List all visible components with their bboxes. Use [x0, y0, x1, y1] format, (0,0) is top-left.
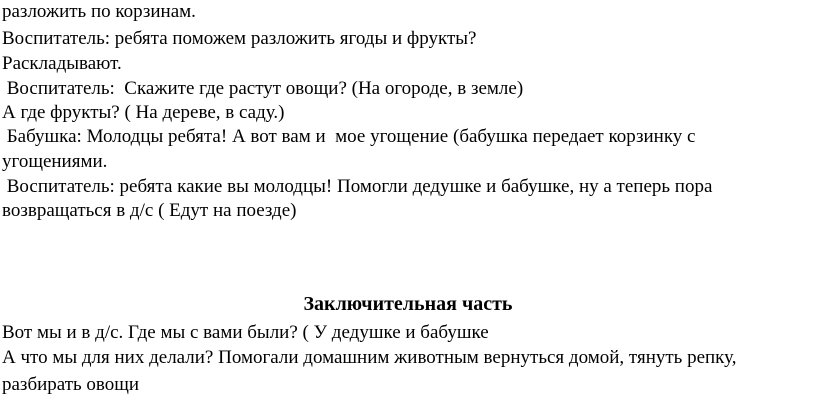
text-line: Воспитатель: Скажите где растут овощи? (На огороде, в земле) — [2, 78, 524, 99]
text-line: Вот мы и в д/с. Где мы с вами были? ( У дедушке и бабушке — [2, 322, 489, 343]
text-line: возвращаться в д/с ( Едут на поезде) — [2, 200, 297, 221]
text-line: угощениями. — [2, 151, 108, 172]
text-line: Раскладывают. — [2, 53, 122, 74]
text-line: разбирать овощи — [2, 374, 140, 395]
text-line: А что мы для них делали? Помогали домашним животным вернуться домой, тянуть репку, — [2, 347, 737, 368]
text-line: Воспитатель: ребята поможем разложить ягоды и фрукты? — [2, 28, 477, 49]
text-line: разложить по корзинам. — [2, 1, 196, 22]
text-line: Бабушка: Молодцы ребята! А вот вам и мое угощение (бабушка передает корзинку с — [2, 126, 696, 147]
section-title: Заключительная часть — [303, 293, 513, 315]
text-line: Воспитатель: ребята какие вы молодцы! Помогли дедушке и бабушке, ну а теперь пора — [2, 176, 713, 197]
text-line: А где фрукты? ( На дереве, в саду.) — [2, 102, 285, 123]
